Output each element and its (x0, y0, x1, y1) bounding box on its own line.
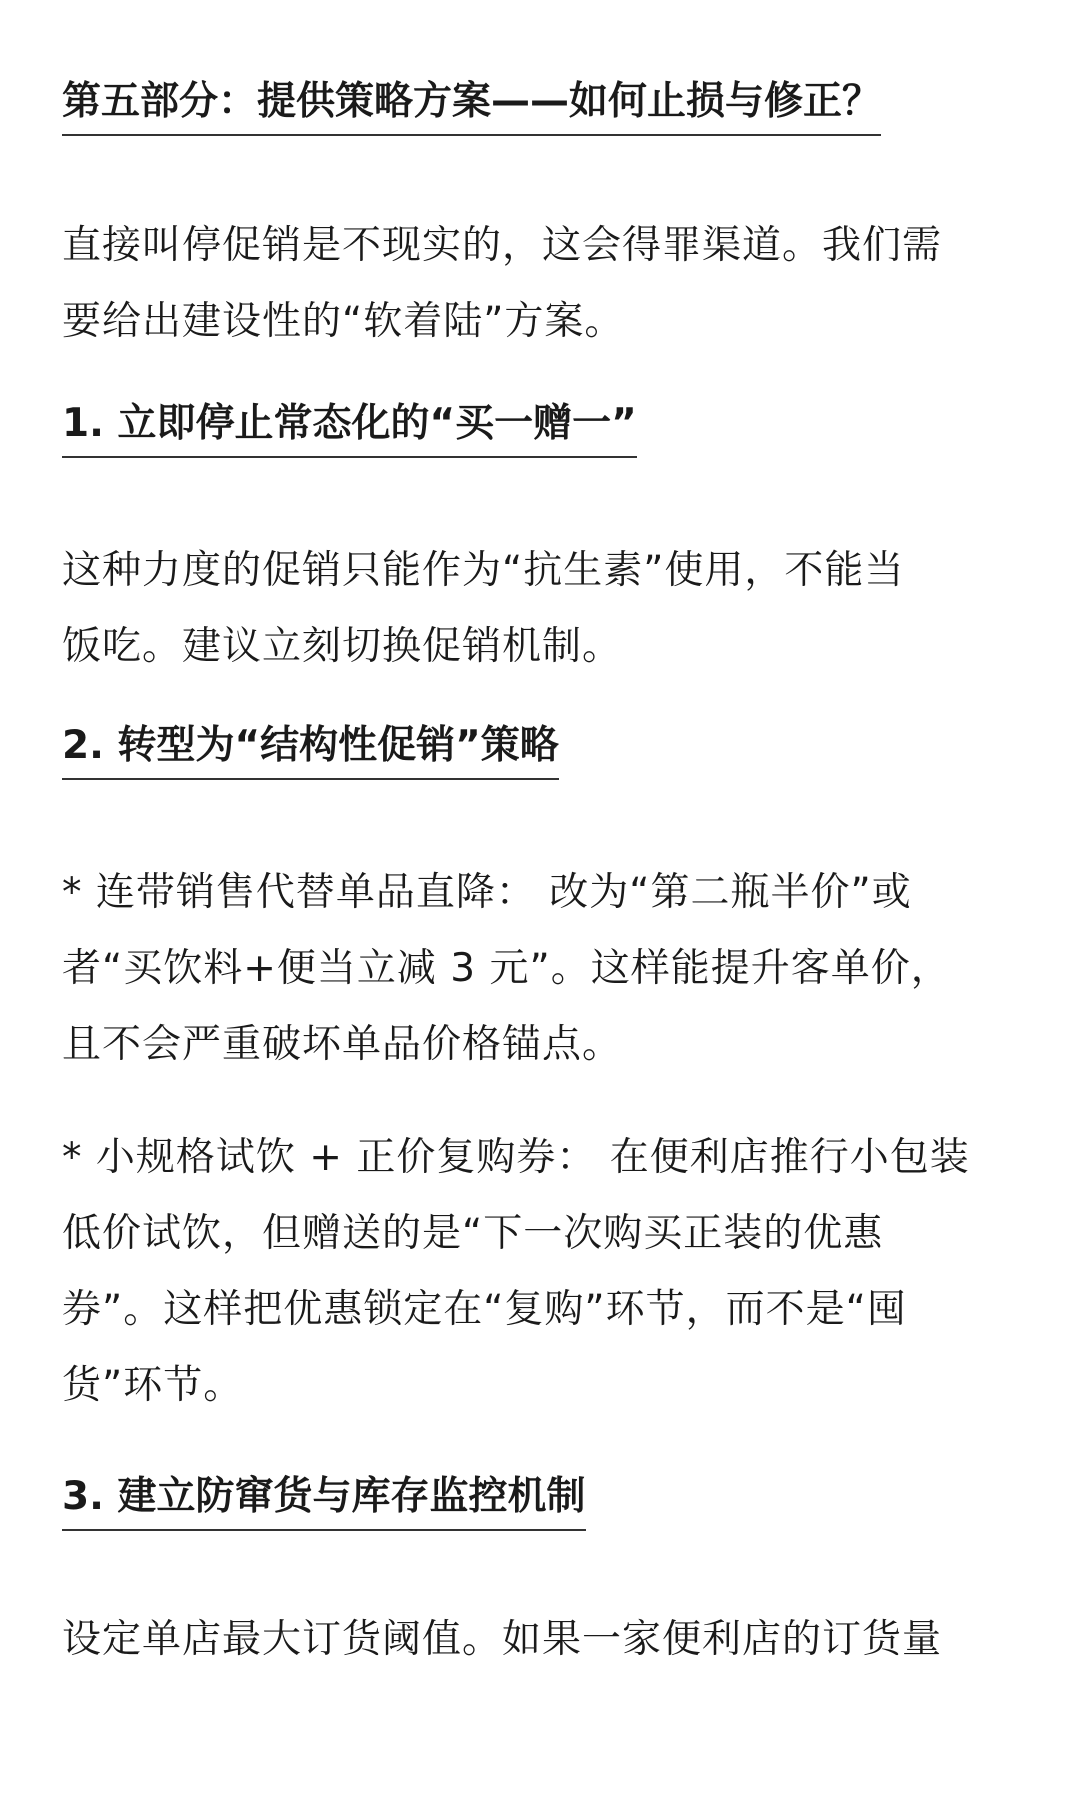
paragraph-line: 设定单店最大订货阈值。如果一家便利店的订货量 (62, 1617, 943, 1662)
section-title: 第五部分：提供策略方案——如何止损与修正？ (62, 78, 881, 136)
paragraph-line: 这种力度的促销只能作为“抗生素”使用，不能当 (62, 548, 905, 593)
point-1-paragraph (62, 533, 1022, 685)
paragraph-line: 券”。这样把优惠锁定在“复购”环节，而不是“囤 (62, 1287, 907, 1332)
paragraph-line: * 连带销售代替单品直降： 改为“第二瓶半价”或 (62, 870, 912, 915)
intro-paragraph (62, 208, 1022, 360)
point-2-bullet-1 (62, 855, 1022, 1083)
paragraph-line: 饭吃。建议立刻切换促销机制。 (62, 624, 623, 669)
point-2-bullet-2 (62, 1120, 1022, 1424)
paragraph-line: * 小规格试饮 + 正价复购券： 在便利店推行小包装 (62, 1135, 970, 1180)
intro-line: 要给出建设性的“软着陆”方案。 (62, 299, 625, 344)
paragraph-line: 且不会严重破坏单品价格锚点。 (62, 1022, 623, 1067)
intro-line: 直接叫停促销是不现实的，这会得罪渠道。我们需 (62, 223, 943, 268)
point-3-paragraph (62, 1602, 1022, 1678)
paragraph-line: 货”环节。 (62, 1363, 244, 1408)
point-2-heading: 2. 转型为“结构性促销”策略 (62, 722, 559, 780)
point-3-heading: 3. 建立防窜货与库存监控机制 (62, 1473, 586, 1531)
paragraph-line: 低价试饮，但赠送的是“下一次购买正装的优惠 (62, 1211, 884, 1256)
paragraph-line: 者“买饮料+便当立减 3 元”。这样能提升客单价， (62, 946, 951, 991)
point-1-heading: 1. 立即停止常态化的“买一赠一” (62, 400, 637, 458)
